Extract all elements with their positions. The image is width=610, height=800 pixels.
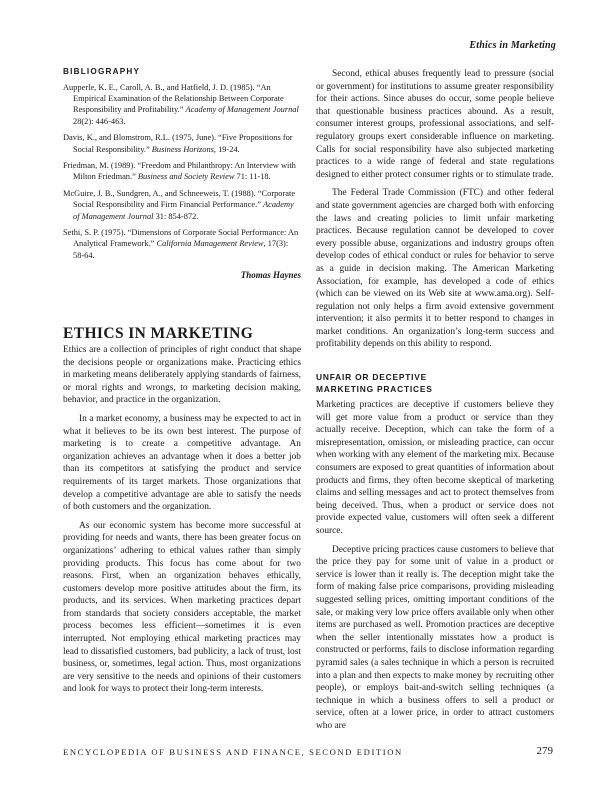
body-paragraph: Ethics are a collection of principles of right conduct that shape the decisions people or organizations make. Practicing ethics in marketing means deliberately applying standards of fairness, or moral rights and wrongs, to marketing decision making, behavior, and practice in the organization. [63,345,301,406]
page-footer [63,747,553,757]
article-body-right [316,68,554,739]
section-heading-line: UNFAIR OR DECEPTIVE [316,372,428,383]
bibliography-section [63,66,301,282]
page-number: 279 [536,745,553,757]
article-author: Thomas Haynes [240,270,301,281]
body-paragraph: Marketing practices are deceptive if customers believe they will get more value from a product or service than they actually receive. Deception, which can take the form of a misrepresentation, omission, or misleading practice, can occur when working with any element of the marketing mix. Because consumers are exposed to great quantities of information about products and firms, they often become skeptical of marketing claims and selling messages and act to protect themselves from being deceived. Thus, when a product or service does not provide expected value, customers will often seek a different source. [316,400,554,536]
bibliography-entry: Aupperle, K. E., Caroll, A. B., and Hatfield, J. D. (1985). “An Empirical Examination of the Relationship Between Corporate Responsibility and Profitability.” Academy of Management Journal 28(2): 446-463. [63,82,299,126]
article-body-left [63,344,301,702]
bibliography-entry: Friedman, M. (1989). “Freedom and Philanthropy: An Interview with Milton Friedman.” Business and Society Review 71: 11-18. [63,161,296,182]
bibliography-entry: Sethi, S. P. (1975). “Dimensions of Corporate Social Performance: An Analytical Framework.” California Management Review, 17(3): 58-64. [63,228,299,260]
body-paragraph: The Federal Trade Commission (FTC) and other federal and state government agencies are charged both with enforcing the laws and creating policies to limit unfair marketing practices. Because regulation cannot be developed to cover every possible abuse, organizations and industry groups often develop codes of ethical conduct or rules for behavior to serve as a guide in decision making. The American Marketing Association, for example, has developed a code of ethics (which can be viewed on its Web site at www.ama.org). Self-regulation not only helps a firm avoid extensive government intervention; it also permits it to better respond to changes in market conditions. An organization’s long-term success and profitability depends on this ability to respond. [316,188,554,350]
publication-name: ENCYCLOPEDIA OF BUSINESS AND FINANCE, SECOND EDITION [63,747,403,757]
article-title: ETHICS IN MARKETING [63,325,254,342]
bibliography-entry: McGuire, J. B., Sundgren, A., and Schneeweis, T. (1988). “Corporate Social Responsibility and Firm Financial Performance.” Academy of Management Journal 31: 854-872. [63,188,296,221]
bibliography-entry: Davis, K., and Blomstrom, R.L. (1975, June). “Five Propositions for Social Responsibility.” Business Horizons, 19-24. [63,133,293,154]
body-paragraph: In a market economy, a business may be expected to act in what it believes to be its own best interest. The purpose of marketing is to create a competitive advantage. An organization achieves an advantage when it does a better job than its competitors at satisfying the product and service requirements of its target markets. Those organizations that develop a competitive advantage are able to satisfy the needs of both customers and the organization. [63,413,301,513]
body-paragraph: As our economic system has become more successful at providing for needs and wants, there has been greater focus on organizations’ adhering to ethical values rather than simply providing products. This focus has come about for two reasons. First, when an organization behaves ethically, customers develop more positive attitudes about the firm, its products, and its services. When marketing practices depart from standards that society considers acceptable, the market process becomes less efficient—sometimes it is even interrupted. Not employing ethical marketing practices may lead to dissatisfied customers, bad publicity, a lack of trust, lost business, or, sometimes, legal action. Thus, most organizations are very sensitive to the needs and opinions of their customers and look for ways to protect their long-term interests. [63,520,301,695]
body-paragraph: Second, ethical abuses frequently lead to pressure (social or government) for institutions to assume greater responsibility for their actions. Since abuses do occur, some people believe that questionable business practices abound. As a result, consumer interest groups, professional associations, and self-regulatory groups exert considerable influence on marketing. Calls for social responsibility have also subjected marketing practices to a wide range of federal and state regulations designed to either protect consumer rights or to stimulate trade. [316,69,554,180]
body-paragraph: Deceptive pricing practices cause customers to believe that the price they pay for some unit of value in a product or service is lower than it really is. The deception might take the form of making false price comparisons, providing misleading suggested selling prices, omitting important conditions of the sale, or making very low price offers available only when other items are purchased as well. Promotion practices are deceptive when the seller intentionally misstates how a product is constructed or performs, fails to disclose information regarding pyramid sales (a sales technique in which a person is recruited into a plan and then expects to make money by recruiting other people), or employs bait-and-switch selling techniques (a technique in which a business offers to sell a product or service, often at a lower price, in order to attract customers who are [316,544,554,731]
section-heading [316,371,554,395]
section-heading-line: MARKETING PRACTICES [316,384,433,395]
running-head: Ethics in Marketing [469,40,556,51]
bibliography-heading: BIBLIOGRAPHY [63,67,141,76]
